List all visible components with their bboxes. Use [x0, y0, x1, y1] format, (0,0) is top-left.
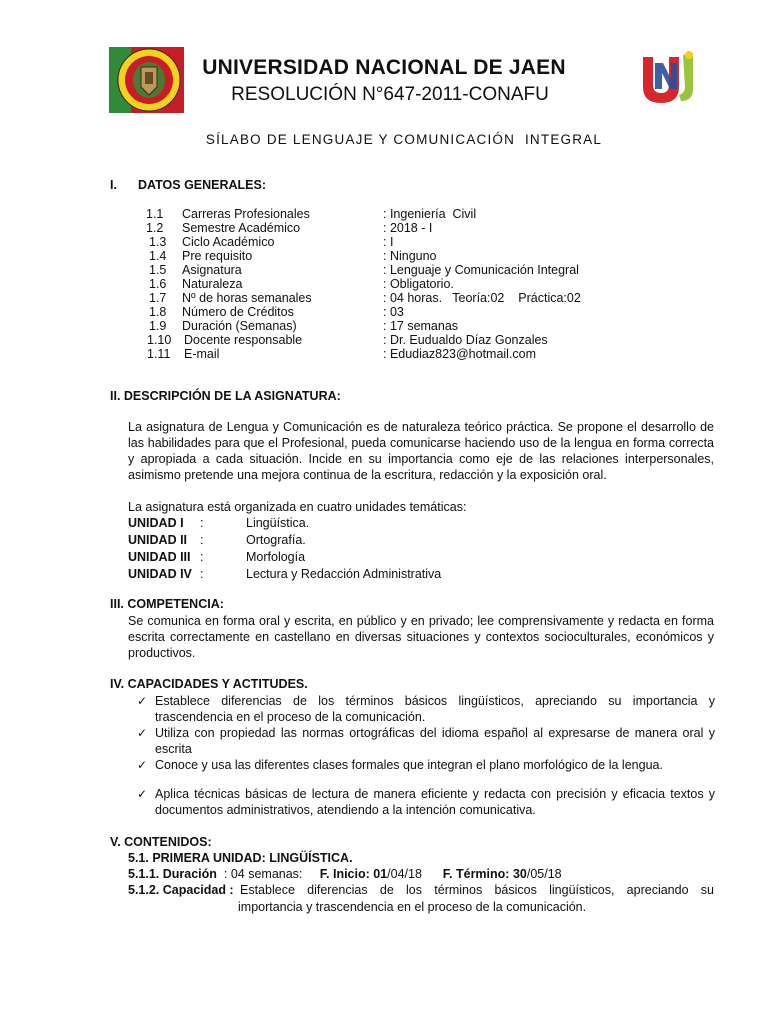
general-item-value: : Dr. Eudualdo Díaz Gonzales [383, 333, 548, 347]
checkmark-icon: ✓ [137, 758, 148, 772]
general-item-label: Asignatura [182, 263, 242, 277]
checkmark-icon: ✓ [137, 787, 148, 801]
start-label: F. Inicio: [319, 867, 374, 881]
general-item-number: 1.10 [147, 333, 172, 347]
syllabus-title: SÍLABO DE LENGUAJE Y COMUNICACIÓN INTEGRAL [205, 132, 603, 147]
general-item-label: Ciclo Académico [182, 235, 275, 249]
section-4-heading: IV. CAPACIDADES Y ACTITUDES. [110, 677, 308, 691]
unit-name: UNIDAD IV [128, 567, 192, 581]
general-item-number: 1.9 [149, 319, 167, 333]
university-name: UNIVERSIDAD NACIONAL DE JAEN [202, 56, 566, 79]
general-item-value: : I [383, 235, 394, 249]
unit-row [128, 550, 305, 564]
unit-1-heading: 5.1. PRIMERA UNIDAD: LINGÜÍSTICA. [128, 851, 353, 865]
capacity-item [137, 786, 715, 818]
unit-row [128, 516, 309, 530]
capacity-label: 5.1.2. Capacidad : [128, 883, 234, 897]
checkmark-icon: ✓ [137, 694, 148, 708]
end-rest: /05/18 [526, 867, 562, 881]
general-item-number: 1.11 [147, 347, 171, 361]
unit-topic: Lectura y Redacción Administrativa [246, 567, 442, 581]
section-1-heading: DATOS GENERALES: [138, 178, 267, 192]
general-item-number: 1.1 [146, 207, 164, 221]
general-item-value: : Lenguaje y Comunicación Integral [383, 263, 579, 277]
end-day: 30 [512, 867, 527, 881]
general-item-label: Número de Créditos [182, 305, 294, 319]
unit-colon: : [200, 550, 204, 564]
general-item-value: : 04 horas. Teoría:02 Práctica:02 [383, 291, 581, 305]
general-item-label: Pre requisito [182, 249, 253, 263]
general-item-label: E-mail [184, 347, 220, 361]
capacity-text: Conoce y usa las diferentes clases formales que integran el plano morfológico de la lengua. [155, 758, 663, 772]
general-item-number: 1.4 [149, 249, 167, 263]
duration-value: : 04 semanas: [216, 867, 303, 881]
unit-colon: : [200, 533, 204, 547]
start-rest: /04/18 [387, 867, 422, 881]
general-item-value: : 17 semanas [383, 319, 459, 333]
general-item-value: : Obligatorio. [383, 277, 454, 291]
general-item-label: Duración (Semanas) [182, 319, 297, 333]
section-5-heading: V. CONTENIDOS: [110, 835, 212, 849]
unit-name: UNIDAD I [128, 516, 184, 530]
general-item-value: : Edudiaz823@hotmail.com [383, 347, 537, 361]
general-item-value: : Ninguno [383, 249, 437, 263]
duration-label: 5.1.1. Duración [128, 867, 217, 881]
general-item-label: Nº de horas semanales [182, 291, 312, 305]
general-item-label: Semestre Académico [182, 221, 301, 235]
general-item-number: 1.7 [149, 291, 167, 305]
unit-name: UNIDAD III [128, 550, 191, 564]
units-intro: La asignatura está organizada en cuatro unidades temáticas: [128, 500, 467, 514]
general-item-label: Carreras Profesionales [182, 207, 310, 221]
checkmark-icon: ✓ [137, 726, 148, 740]
general-item-value: : 2018 - I [383, 221, 433, 235]
competence-paragraph: Se comunica en forma oral y escrita, en público y en privado; lee comprensivamente y redacta en forma escrita correctamente en castellano en diversas situaciones y contextos socioculturales, económicos y productivos. [128, 614, 714, 660]
capacity-line-2: importancia y trascendencia en el proceso de la comunicación. [238, 900, 587, 914]
capacity-item [137, 725, 715, 757]
capacity-text: Establece diferencias de los términos básicos lingüísticos, apreciando su importancia y trascendencia en el proceso de la comunicación. [155, 694, 715, 724]
duration-row [128, 867, 562, 881]
unit-row [128, 567, 441, 581]
section-3-heading: III. COMPETENCIA: [110, 597, 224, 611]
general-item-number: 1.8 [149, 305, 167, 319]
section-1-number: I. [110, 178, 117, 192]
unit-colon: : [200, 567, 204, 581]
unit-topic: Lingüística. [246, 516, 310, 530]
general-item-number: 1.2 [146, 221, 164, 235]
unit-colon: : [200, 516, 204, 530]
general-item-value: : 03 [383, 305, 404, 319]
resolution-number: RESOLUCIÓN N°647-2011-CONAFU [231, 84, 549, 105]
capacity-text: Utiliza con propiedad las normas ortográficas del idioma español al expresarse de manera oral y escrita [155, 726, 715, 756]
end-label: F. Término: [442, 867, 513, 881]
section-2-heading: II. DESCRIPCIÓN DE LA ASIGNATURA: [110, 389, 341, 403]
general-item-label: Docente responsable [184, 333, 303, 347]
start-day: 01 [373, 867, 388, 881]
general-item-value: : Ingeniería Civil [383, 207, 477, 221]
unit-topic: Morfología [246, 550, 306, 564]
unit-row [128, 533, 306, 547]
general-item-number: 1.3 [149, 235, 167, 249]
capacity-line-1: Establece diferencias de los términos básicos lingüísticos, apreciando su [240, 883, 714, 897]
capacity-item [137, 757, 715, 773]
description-paragraph: La asignatura de Lengua y Comunicación es de naturaleza teórico práctica. Se propone el desarrollo de las habilidades para que el Profesional, pueda comunicarse haciendo uso de la lengua en forma correcta y apropiada a cada situación. Incide en su importancia como eje de las relaciones interpersonales, asimismo pretende una mejora continua de la escritura, redacción y la exposición oral. [128, 420, 714, 482]
general-item-number: 1.5 [149, 263, 167, 277]
capacity-text: Aplica técnicas básicas de lectura de manera eficiente y redacta con precisión y eficacia textos y documentos administrativos, atendiendo a la intención comunicativa. [155, 787, 715, 817]
unit-topic: Ortografía. [246, 533, 306, 547]
unit-name: UNIDAD II [128, 533, 188, 547]
general-item-label: Naturaleza [182, 277, 243, 291]
capacity-item [137, 693, 715, 725]
general-item-number: 1.6 [149, 277, 167, 291]
